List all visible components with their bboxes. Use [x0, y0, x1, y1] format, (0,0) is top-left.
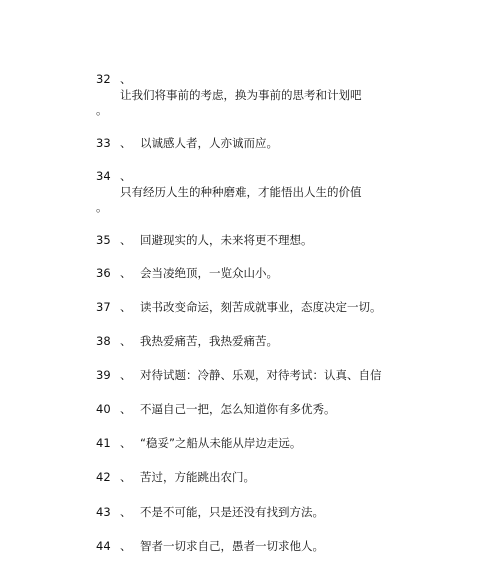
entry-number: 39 — [96, 368, 111, 382]
entry-separator: 、 — [120, 402, 132, 416]
entry-38 — [96, 334, 278, 348]
entry-separator: 、 — [120, 470, 132, 484]
entry-separator: 、 — [120, 266, 132, 280]
entry-42 — [96, 470, 255, 484]
entry-44 — [96, 539, 324, 553]
entry-separator: 、 — [120, 300, 132, 314]
entry-text: “稳妥”之船从未能从岸边走远。 — [140, 436, 302, 450]
entry-number: 42 — [96, 470, 111, 484]
entry-number: 43 — [96, 505, 111, 519]
entry-text: 回避现实的人，未来将更不理想。 — [140, 233, 313, 247]
entry-number: 40 — [96, 402, 111, 416]
entry-number: 36 — [96, 266, 111, 280]
entry-text: 不是不可能，只是还没有找到方法。 — [140, 505, 324, 519]
entry-text: 不逼自己一把，怎么知道你有多优秀。 — [140, 402, 336, 416]
entry-32-tail: 。 — [96, 103, 108, 117]
entry-separator: 、 — [120, 436, 132, 450]
entry-text: 对待试题：冷静、乐观，对待考试：认真、自信 — [140, 368, 382, 382]
entry-number: 38 — [96, 334, 111, 348]
entry-34-tail: 。 — [96, 200, 108, 214]
entry-separator: 、 — [120, 136, 132, 150]
entry-text: 以诚感人者，人亦诚而应。 — [140, 136, 278, 150]
entry-separator: 、 — [120, 72, 132, 86]
entry-separator: 、 — [120, 233, 132, 247]
entry-text: 会当凌绝顶，一览众山小。 — [140, 266, 278, 280]
entry-number: 32 — [96, 72, 111, 86]
entry-text: 读书改变命运，刻苦成就事业，态度决定一切。 — [140, 300, 382, 314]
entry-separator: 、 — [120, 334, 132, 348]
entry-number: 37 — [96, 300, 111, 314]
entry-number: 35 — [96, 233, 111, 247]
entry-41 — [96, 436, 301, 450]
entry-number: 33 — [96, 136, 111, 150]
entry-32-text: 让我们将事前的考虑，换为事前的思考和计划吧 — [120, 88, 362, 102]
entry-separator: 、 — [120, 505, 132, 519]
entry-text: 智者一切求自己，愚者一切求他人。 — [140, 539, 324, 553]
entry-32-number-line — [96, 72, 140, 86]
entry-number: 41 — [96, 436, 111, 450]
entry-36 — [96, 266, 278, 280]
entry-35 — [96, 233, 313, 247]
entry-37 — [96, 300, 382, 314]
entry-text: 苦过，方能跳出农门。 — [140, 470, 255, 484]
entry-33 — [96, 136, 278, 150]
entry-34-number-line — [96, 169, 140, 183]
entry-34-text: 只有经历人生的种种磨难，才能悟出人生的价值 — [120, 185, 362, 199]
entry-number: 34 — [96, 169, 111, 183]
entry-43 — [96, 505, 324, 519]
entry-separator: 、 — [120, 539, 132, 553]
entry-40 — [96, 402, 336, 416]
entry-separator: 、 — [120, 169, 132, 183]
entry-39 — [96, 368, 382, 382]
entry-text: 我热爱痛苦，我热爱痛苦。 — [140, 334, 278, 348]
entry-number: 44 — [96, 539, 111, 553]
entry-separator: 、 — [120, 368, 132, 382]
